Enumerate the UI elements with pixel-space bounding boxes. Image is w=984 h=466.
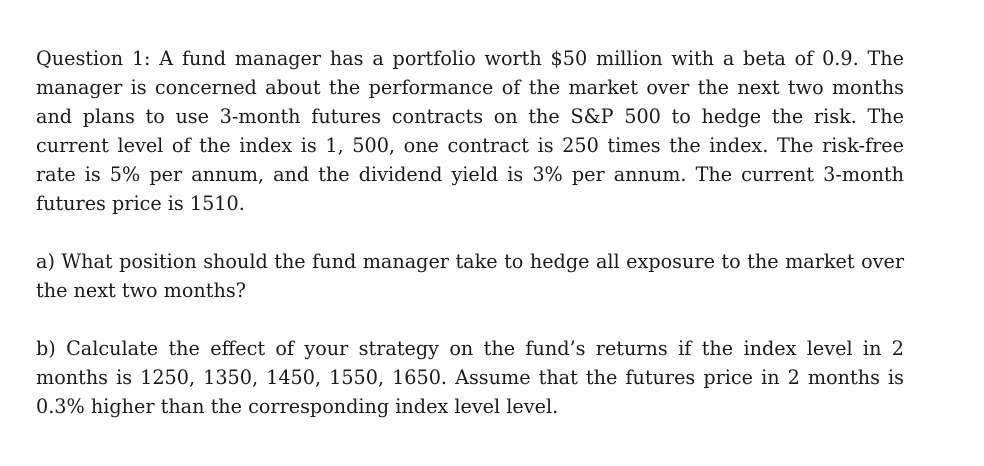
question-intro-paragraph: Question 1: A fund manager has a portfolio worth $50 million with a beta of 0.9. The manager is concerned about the performance of the market over the next two months and plans to use 3-month futures contracts on the S&P 500 to hedge the risk. The current level of the index is 1, 500, one contract is 250 times the index. The risk-free rate is 5% per annum, and the dividend yield is 3% per annum. The current 3-month futures price is 1510. <box>36 47 904 215</box>
document-page <box>36 44 904 421</box>
question-part-a-paragraph: a) What position should the fund manager take to hedge all exposure to the market over the next two months? <box>36 250 904 302</box>
question-part-b-paragraph: b) Calculate the effect of your strategy on the fund’s returns if the index level in 2 months is 1250, 1350, 1450, 1550, 1650. Assume that the futures price in 2 months is 0.3% higher than the corresponding index level level. <box>36 337 904 418</box>
